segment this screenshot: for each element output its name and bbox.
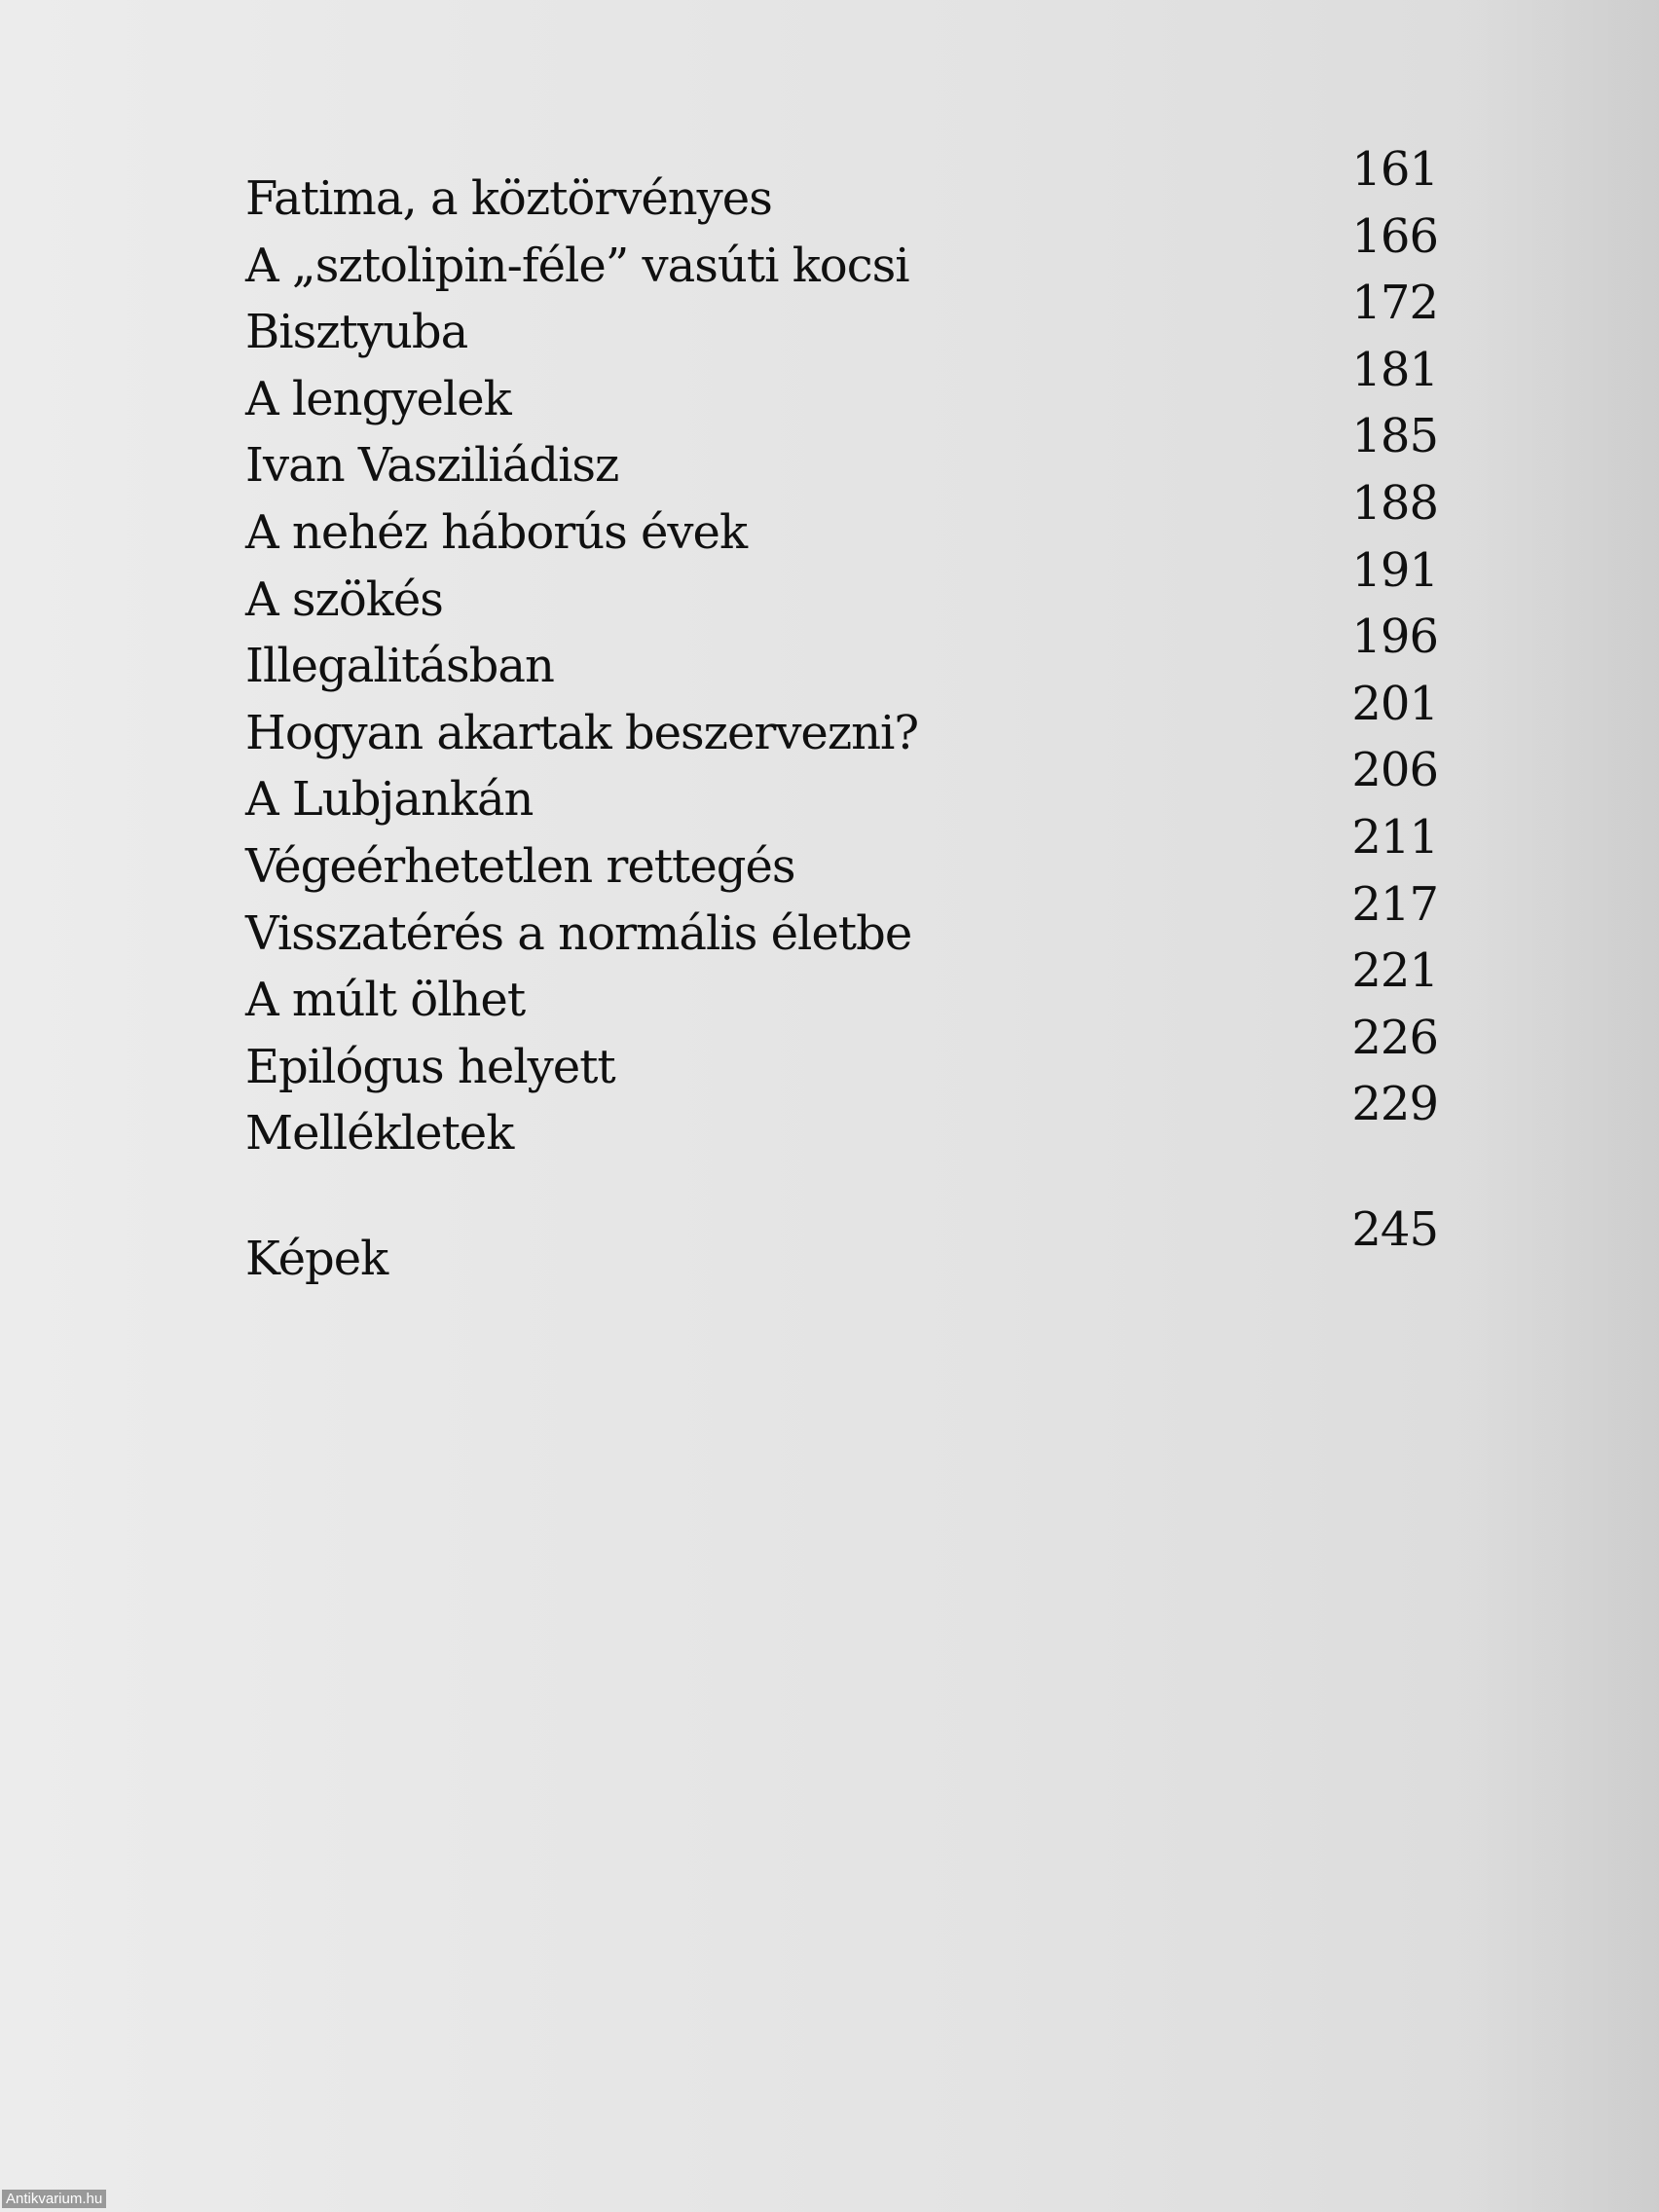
table-of-contents xyxy=(245,136,1438,1286)
toc-entry-title: Illegalitásban xyxy=(245,639,554,694)
toc-entry-page: 217 xyxy=(1351,876,1438,932)
toc-entry xyxy=(245,604,1438,694)
toc-entry-page: 229 xyxy=(1351,1077,1438,1132)
toc-entry-title: A nehéz háborús évek xyxy=(245,504,748,560)
watermark: Antikvarium.hu xyxy=(2,2190,106,2208)
toc-entry xyxy=(245,1005,1438,1094)
toc-entry-title: Epilógus helyett xyxy=(245,1039,615,1094)
toc-entry-page: 196 xyxy=(1351,609,1438,665)
toc-entry-page: 226 xyxy=(1351,1010,1438,1065)
toc-entry xyxy=(245,871,1438,961)
toc-entry-title: Ivan Vasziliádisz xyxy=(245,438,619,494)
toc-entry-page: 221 xyxy=(1351,943,1438,999)
toc-entry-page: 166 xyxy=(1351,208,1438,264)
toc-entry xyxy=(245,270,1438,360)
toc-entry xyxy=(245,938,1438,1028)
toc-entry-images xyxy=(245,1197,1438,1286)
toc-entry-title: Visszatérés a normális életbe xyxy=(245,905,912,961)
toc-entry-title: A lengyelek xyxy=(245,371,511,426)
toc-entry-title: A múlt ölhet xyxy=(245,973,526,1028)
toc-entry-title: Hogyan akartak beszervezni? xyxy=(245,705,919,760)
toc-entry xyxy=(245,1071,1438,1161)
toc-entry xyxy=(245,203,1438,293)
toc-entry-page: 211 xyxy=(1351,809,1438,865)
toc-entry-page: 206 xyxy=(1351,743,1438,798)
toc-entry-title: A „sztolipin-féle” vasúti kocsi xyxy=(245,238,909,293)
toc-entry-title: Fatima, a köztörvényes xyxy=(245,171,772,226)
toc-entry-title: Képek xyxy=(245,1231,388,1286)
toc-entry-title: Mellékletek xyxy=(245,1106,514,1161)
toc-entry xyxy=(245,671,1438,760)
toc-entry xyxy=(245,136,1438,226)
toc-entry-page: 201 xyxy=(1351,676,1438,731)
toc-entry xyxy=(245,537,1438,627)
toc-entry xyxy=(245,804,1438,894)
toc-entry-page: 185 xyxy=(1351,409,1438,464)
toc-entry-page: 161 xyxy=(1351,142,1438,197)
toc-entry xyxy=(245,737,1438,828)
toc-entry-title: Bisztyuba xyxy=(245,305,468,360)
toc-entry-title: Végeérhetetlen rettegés xyxy=(245,838,795,894)
toc-entry-title: A szökés xyxy=(245,571,443,627)
page-edge-shadow xyxy=(1464,0,1659,2212)
toc-entry-page: 245 xyxy=(1351,1201,1438,1257)
toc-entry-page: 181 xyxy=(1351,342,1438,397)
toc-entry-page: 191 xyxy=(1351,542,1438,598)
toc-entry xyxy=(245,337,1438,426)
toc-entry xyxy=(245,403,1438,494)
toc-entry-page: 188 xyxy=(1351,475,1438,531)
toc-entry xyxy=(245,470,1438,560)
toc-entry-page: 172 xyxy=(1351,276,1438,331)
toc-entry-title: A Lubjankán xyxy=(245,772,534,828)
